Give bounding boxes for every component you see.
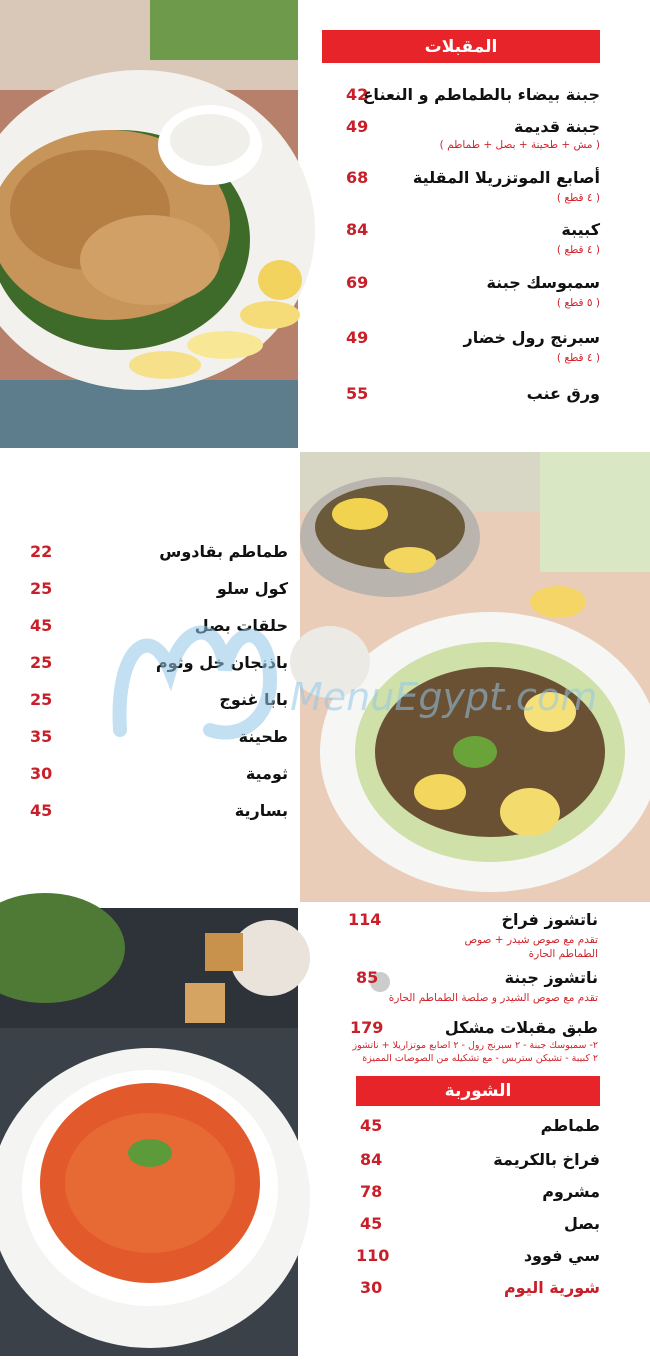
list-item	[318, 968, 598, 1008]
list-item	[322, 85, 600, 107]
list-item	[356, 1246, 600, 1268]
photo-fried-fish	[0, 0, 298, 448]
item-price: 35	[30, 727, 53, 746]
item-price: 45	[30, 616, 53, 635]
list-item	[30, 690, 288, 712]
appetizers-header	[322, 30, 600, 63]
item-name: سبرنج رول خضار	[463, 328, 600, 347]
list-item	[318, 1018, 598, 1068]
item-name: بسارية	[234, 801, 288, 820]
soups-section	[356, 1076, 600, 1306]
watermark-text: MenuEgypt.com	[290, 675, 598, 719]
list-item	[322, 168, 600, 208]
item-price: 45	[360, 1116, 383, 1135]
appetizers-section	[322, 30, 600, 420]
list-item	[322, 328, 600, 368]
item-note: الطماطم الحارة	[528, 948, 598, 960]
item-price: 69	[346, 273, 369, 292]
vine-leaves-image	[300, 452, 650, 902]
list-item	[322, 220, 600, 260]
list-item	[30, 579, 288, 601]
appetizers-title: المقبلات	[424, 36, 498, 57]
item-name: طبق مقبلات مشكل	[444, 1018, 598, 1037]
item-price: 49	[346, 117, 369, 136]
soups-title: الشوربة	[444, 1081, 512, 1101]
item-price: 68	[346, 168, 369, 187]
item-price: 25	[30, 579, 53, 598]
list-item	[356, 1278, 600, 1300]
list-item	[356, 1116, 600, 1138]
list-item	[30, 727, 288, 749]
list-item	[322, 273, 600, 313]
item-name: مشروم	[542, 1182, 600, 1201]
list-item	[322, 117, 600, 157]
item-price: 30	[30, 764, 53, 783]
item-price: 78	[360, 1182, 383, 1201]
item-name: باذنجان خل وثوم	[155, 653, 288, 672]
item-name: طحينة	[238, 727, 288, 746]
item-name: ورق عنب	[526, 384, 600, 403]
item-price: 84	[346, 220, 369, 239]
item-note: ( مش + طحينة + بصل + طماطم )	[439, 139, 600, 151]
item-name: كول سلو	[216, 579, 288, 598]
list-item	[30, 653, 288, 675]
photo-vine-leaves	[300, 452, 650, 902]
item-price: 114	[348, 910, 382, 929]
item-name: سي فوود	[523, 1246, 600, 1265]
item-name: شورية اليوم	[503, 1278, 600, 1297]
item-price: 25	[30, 690, 53, 709]
item-note: ( ٥ قطع )	[556, 297, 600, 309]
fried-fish-image	[0, 0, 298, 448]
list-item	[30, 616, 288, 638]
item-name: كبيبة	[561, 220, 600, 239]
item-name: ناتشوز جبنة	[504, 968, 598, 987]
item-price: 22	[30, 542, 53, 561]
item-name: بصل	[563, 1214, 600, 1233]
list-item	[356, 1214, 600, 1236]
item-name: أصابع الموتزريلا المقلية	[412, 168, 600, 187]
item-name: ناتشوز فراخ	[501, 910, 598, 929]
item-price: 179	[350, 1018, 384, 1037]
item-name: طماطم بقادوس	[159, 542, 288, 561]
item-name: حلقات بصل	[194, 616, 288, 635]
list-item	[322, 384, 600, 406]
item-price: 45	[360, 1214, 383, 1233]
list-item	[356, 1150, 600, 1172]
photo-tomato-soup	[0, 908, 298, 1356]
list-item	[30, 542, 288, 564]
item-price: 45	[30, 801, 53, 820]
item-name: سمبوسك جبنة	[486, 273, 600, 292]
tomato-soup-image	[0, 908, 298, 1356]
soups-header	[356, 1076, 600, 1106]
list-item	[318, 910, 598, 970]
item-note: ( ٤ قطع )	[556, 192, 600, 204]
list-item	[356, 1182, 600, 1204]
list-item	[30, 801, 288, 823]
item-price: 25	[30, 653, 53, 672]
list-item	[30, 764, 288, 786]
item-note: ٢ كبيبة - تشيكن ستربس - مع تشكيله من الصوصات المميزة	[362, 1053, 598, 1064]
item-price: 84	[360, 1150, 383, 1169]
item-note: تقدم مع صوص الشيدر و صلصة الطماطم الحارة	[388, 992, 598, 1004]
item-name: جبنة قديمة	[513, 117, 600, 136]
item-name: ثومية	[245, 764, 288, 783]
item-note: تقدم مع صوص شيدر + صوص	[464, 934, 598, 946]
item-price: 42	[346, 85, 369, 104]
item-name: جبنة بيضاء بالطماطم و النعناع	[362, 85, 600, 104]
platters-section	[318, 910, 598, 1070]
item-price: 30	[360, 1278, 383, 1297]
salads-section	[30, 542, 288, 832]
item-note: ( ٤ قطع )	[556, 352, 600, 364]
item-price: 49	[346, 328, 369, 347]
item-price: 55	[346, 384, 369, 403]
item-name: بابا غنوج	[219, 690, 288, 709]
item-note: ( ٤ قطع )	[556, 244, 600, 256]
item-name: طماطم	[540, 1116, 600, 1135]
item-price: 110	[356, 1246, 390, 1265]
item-name: فراخ بالكريمة	[493, 1150, 600, 1169]
item-note: ٢- سمبوسك جبنة - ٢ سبرنج رول - ٢ اصابع موتزاريلا + ناتشوز	[352, 1040, 598, 1051]
item-price: 85	[356, 968, 379, 987]
